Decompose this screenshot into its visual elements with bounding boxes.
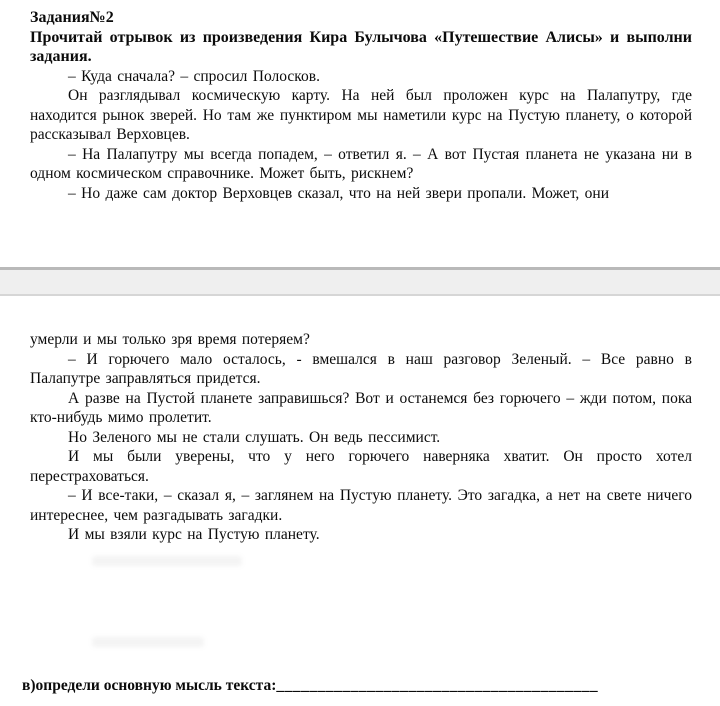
paragraph: – И горючего мало осталось, - вмешался в наш разговор Зеленый. – Все равно в Палапутре заправляться придется. — [30, 350, 692, 387]
paragraph: умерли и мы только зря время потеряем? — [30, 331, 310, 348]
scan-artifact — [92, 556, 242, 566]
assignment-instruction: Прочитай отрывок из произведения Кира Булычова «Путешествие Алисы» и выполни задания. — [30, 28, 692, 65]
question-v — [22, 676, 692, 696]
paragraph: И мы были уверены, что у него горючего наверняка хватит. Он просто хотел перестраховаться. — [30, 448, 692, 485]
page2-text — [30, 330, 692, 545]
paragraph: – Куда сначала? – спросил Полосков. — [68, 67, 320, 85]
page1-text — [30, 8, 692, 203]
assignment-title: Задания№2 — [30, 9, 114, 26]
page-break-separator — [0, 267, 720, 296]
paragraph: А разве на Пустой планете заправишься? Вот и останемся без горючего – жди потом, пока кто-нибудь мимо пролетит. — [30, 389, 692, 426]
question-v-label: в)определи основную мысль текста: — [22, 677, 277, 694]
paragraph: – И все-таки, – сказал я, – заглянем на Пустую планету. Это загадка, а нет на свете ничего интереснее, чем разгадывать загадки. — [30, 487, 692, 524]
scan-artifact — [92, 637, 204, 647]
paragraph: – Но даже сам доктор Верховцев сказал, что на ней звери пропали. Может, они — [68, 184, 610, 202]
paragraph: – На Палапутру мы всегда попадем, – ответил я. – А вот Пустая планета не указана ни в одном космическом справочнике. Может быть, рискнем? — [30, 145, 692, 182]
paragraph: И мы взяли курс на Пустую планету. — [68, 526, 320, 543]
paragraph: Он разглядывал космическую карту. На ней был проложен курс на Палапутру, где находится рынок зверей. Но там же пунктиром мы наметили курс на Пустую планету, о которой рассказывал Верховцев. — [30, 87, 692, 143]
answer-blank-line: _______________________________________ — [276, 677, 599, 694]
paragraph: Но Зеленого мы не стали слушать. Он ведь пессимист. — [68, 428, 441, 446]
